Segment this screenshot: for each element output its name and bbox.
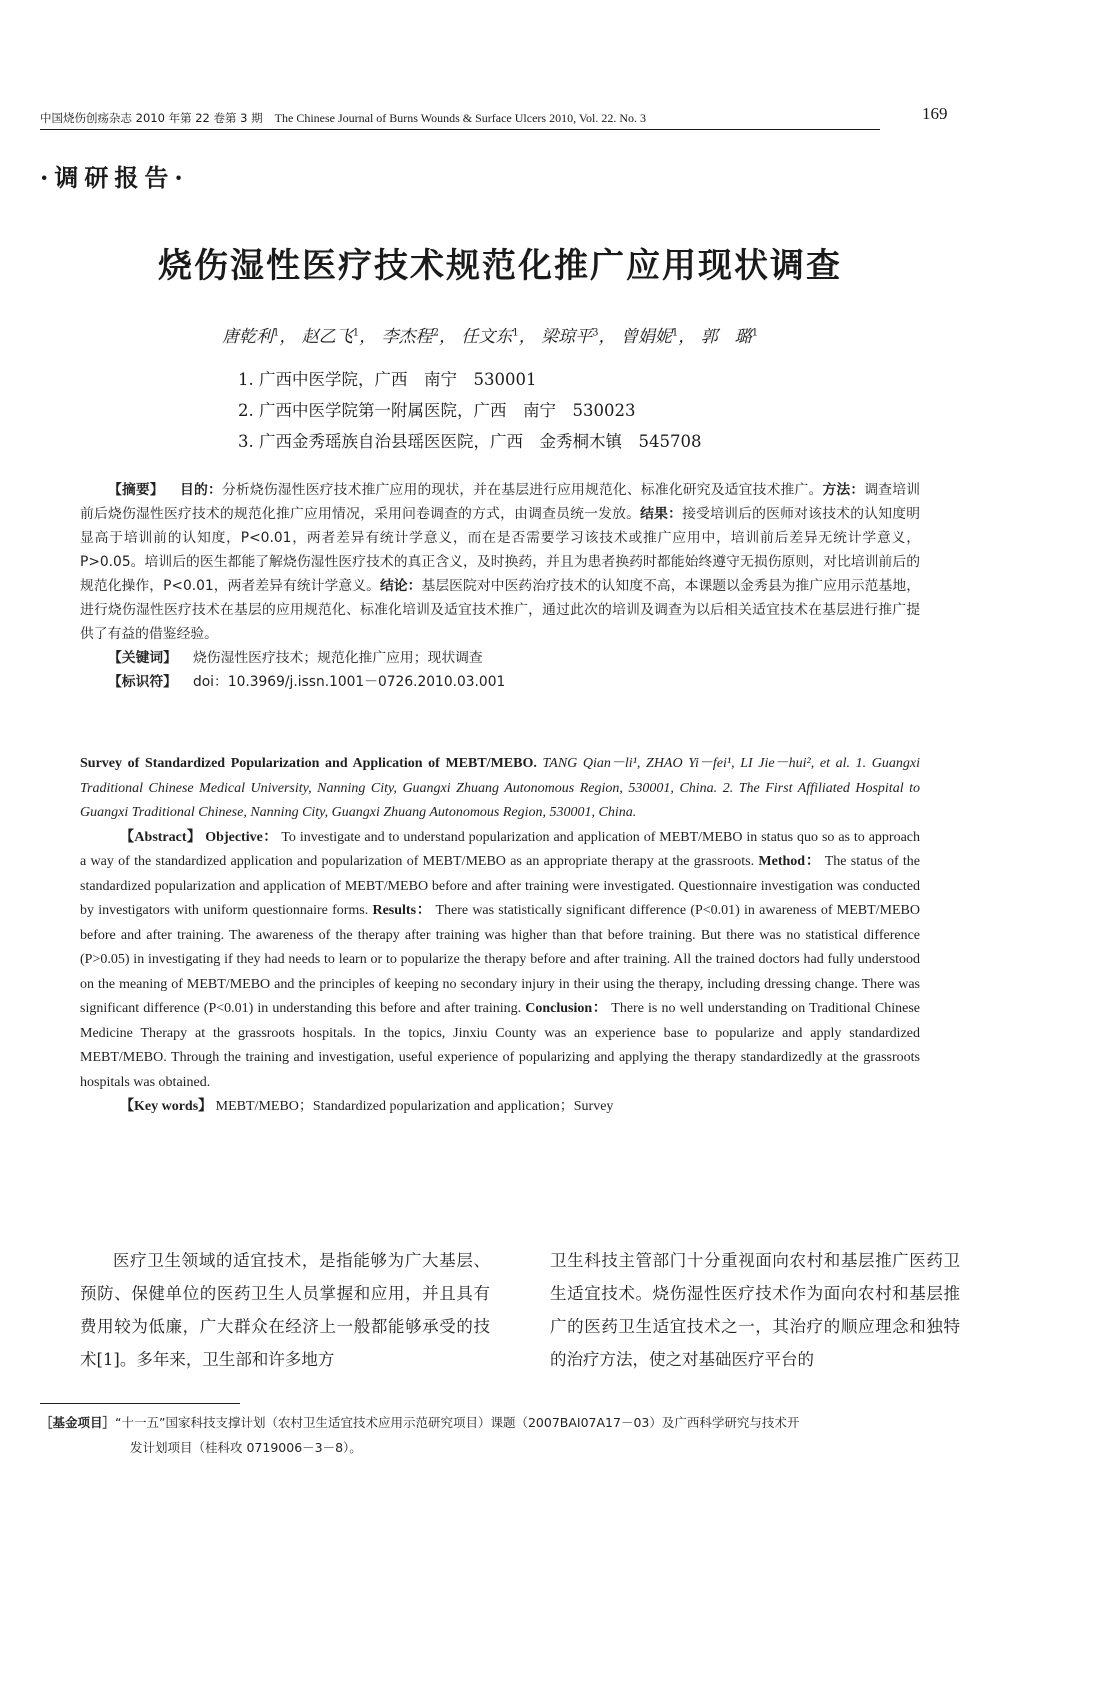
body-column-left xyxy=(80,1244,490,1376)
author-affil-mark: 1 xyxy=(512,327,519,339)
author-affil-mark: 1 xyxy=(352,327,360,339)
running-header xyxy=(40,110,880,130)
cn-conclusion-label: 结论： xyxy=(379,578,422,594)
body-paragraph: 卫生科技主管部门十分重视面向农村和基层推广医药卫生适宜技术。烧伤湿性医疗技术作为面向农村和基层推广的医药卫生适宜技术之一，其治疗的顺应理念和独特的治疗方法，使之对基础医疗平台的 xyxy=(550,1251,960,1369)
author-name: 梁琼平 xyxy=(541,327,593,347)
en-abstract-body xyxy=(80,826,920,1096)
en-keywords-row xyxy=(80,1095,920,1120)
paper-title: 烧伤湿性医疗技术规范化推广应用现状调查 xyxy=(158,246,842,286)
en-authors: TANG Qian－li¹, ZHAO Yi－fei¹, LI Jie－hui², et al. xyxy=(542,756,850,771)
affiliation: 2. 广西中医学院第一附属医院，广西 南宁 530023 xyxy=(238,401,636,420)
cn-identifier-row xyxy=(80,670,920,694)
author-affil-mark: 1 xyxy=(671,327,679,339)
running-header-en: The Chinese Journal of Burns Wounds & Surface Ulcers 2010, Vol. 22. No. 3 xyxy=(274,111,646,125)
cn-keywords-row xyxy=(80,646,920,670)
en-abstract-label: 【Abstract】 xyxy=(120,829,202,845)
en-conclusion-text: There is no well understanding on Traditional Chinese Medicine Therapy at the grassroots hospitals. In the topics, Jinxiu County was an experience base to popularize and apply standardized MEBT/MEBO. Through the training and investigation, useful experience of popularizing and applying the therapy standardizedly at the grassroots hospitals was obtained. xyxy=(80,1001,920,1090)
en-method-label: Method： xyxy=(758,854,821,869)
author-name: 任文东 xyxy=(461,327,513,347)
author-affil-mark: 3 xyxy=(592,327,599,339)
author-name: 李杰程 xyxy=(381,327,433,347)
cn-abstract-body xyxy=(80,478,920,646)
en-method-text: The status of the standardized popularization and application of MEBT/MEBO before and after training were investigated. Questionnaire investigation was conducted by investigators with uniform questionnaire forms. xyxy=(80,854,921,918)
section-label: ·调研报告· xyxy=(40,163,189,192)
footnote-line xyxy=(40,1410,970,1435)
footnote-text: “十一五”国家科技支撑计划（农村卫生适宜技术应用示范研究项目）课题（2007BAI07A17－03）及广西科学研究与技术开 xyxy=(115,1415,800,1430)
cn-result-text: 接受培训后的医师对该技术的认知度明显高于培训前的认知度，P<0.01，两者差异有统计学意义，而在是否需要学习该技术或推广应用中，培训前后差异无统计学意义，P>0.05。培训后的医生都能了解烧伤湿性医疗技术的真正含义，及时换药，并且为患者换药时都能始终遵守无损伤原则，对比培训前后的规范化操作，P<0.01，两者差异有统计学意义。 xyxy=(80,506,921,594)
body-paragraph: 医疗卫生领域的适宜技术，是指能够为广大基层、预防、保健单位的医药卫生人员掌握和应用，并且具有费用较为低廉，广大群众在经济上一般都能够承受的技术[1]。多年来，卫生部和许多地方 xyxy=(80,1251,490,1369)
page-number: 169 xyxy=(922,104,948,123)
funding-footnote xyxy=(40,1410,970,1460)
english-abstract xyxy=(80,752,920,1120)
cn-keywords-text: 烧伤湿性医疗技术；规范化推广应用；现状调查 xyxy=(192,650,483,666)
author-name: 唐乾利 xyxy=(222,327,273,347)
author-name: 赵乙飞 xyxy=(301,327,353,347)
author-name: 郭 璐 xyxy=(700,327,752,347)
footnote-label: ［基金项目］ xyxy=(40,1415,116,1430)
cn-method-text: 调查培训前后烧伤湿性医疗技术的规范化推广应用情况，采用问卷调查的方式，由调查员统一发放。 xyxy=(80,482,921,522)
affiliation: 1. 广西中医学院，广西 南宁 530001 xyxy=(238,370,537,389)
footnote-line: 发计划项目（桂科攻 0719006－3－8）。 xyxy=(130,1440,362,1455)
en-title: Survey of Standardized Popularization and Application of MEBT/MEBO. xyxy=(80,756,537,771)
en-header xyxy=(80,752,920,826)
cn-identifier-label: 【标识符】 xyxy=(108,674,177,690)
cn-identifier-text: doi：10.3969/j.issn.1001－0726.2010.03.001 xyxy=(192,674,506,690)
cn-method-label: 方法： xyxy=(822,482,865,498)
en-conclusion-label: Conclusion： xyxy=(525,1001,608,1016)
en-affiliations: 1. Guangxi Traditional Chinese Medical University, Nanning City, Guangxi Zhuang Autonomous Region, 530001, China. 2. The First Affiliated Hospital to Guangxi Traditional Chinese, Nanning City, Guangxi Zhuang Autonomous Region, 530001, China. xyxy=(80,756,921,820)
affiliation-list xyxy=(238,364,701,457)
body-text xyxy=(80,1244,960,1376)
en-keywords-label: 【Key words】 xyxy=(120,1099,213,1114)
en-results-text: There was statistically significant difference (P<0.01) in awareness of MEBT/MEBO before and after training. The awareness of the therapy after training was higher than that before training. But there was no statistical difference (P>0.05) in investigating if they had needs to learn or to popularize the therapy before and after training. All the trained doctors had fully understood on the meaning of MEBT/MEBO and the principles of keeping no secondary injury in their using the therapy, including dressing change. There was significant difference (P<0.01) in understanding this before and after training. xyxy=(80,903,921,1016)
cn-objective-text: 分析烧伤湿性医疗技术推广应用的现状，并在基层进行应用规范化、标准化研究及适宜技术推广。 xyxy=(221,482,823,498)
chinese-abstract xyxy=(80,478,920,694)
cn-conclusion-text: 基层医院对中医药治疗技术的认知度不高，本课题以金秀县为推广应用示范基地，进行烧伤湿性医疗技术在基层的应用规范化、标准化培训及适宜技术推广，通过此次的培训及调查为以后相关适宜技术在基层进行推广提供了有益的借鉴经验。 xyxy=(80,578,920,642)
cn-result-label: 结果： xyxy=(640,506,683,522)
footnote-divider xyxy=(40,1403,240,1404)
author-affil-mark: 1 xyxy=(273,327,280,339)
en-keywords-text: MEBT/MEBO；Standardized popularization and application；Survey xyxy=(215,1099,614,1114)
author-affil-mark: 2 xyxy=(432,327,439,339)
cn-abstract-label: 【摘要】 xyxy=(108,482,164,498)
body-column-right xyxy=(550,1244,960,1376)
cn-keywords-label: 【关键词】 xyxy=(108,650,177,666)
en-objective-label: Objective： xyxy=(205,829,278,845)
en-results-label: Results： xyxy=(372,903,432,918)
running-header-cn: 中国烧伤创疡杂志 2010 年第 22 卷第 3 期 xyxy=(40,111,263,125)
author-list: 唐乾利$^1$， 赵乙飞$^1$， 李杰程$^2$， 任文东$^1$， 梁琼平$^3$， 曾娟妮$^1$， 郭 璐$^1$ xyxy=(222,327,759,347)
cn-objective-label: 目的： xyxy=(179,482,222,498)
en-objective-text: To investigate and to understand popularization and application of MEBT/MEBO in status quo so as to approach a way of the standardized application and popularization of MEBT/MEBO as an appropriate therapy at the grassroots. xyxy=(80,829,921,869)
author-affil-mark: 1 xyxy=(751,327,759,339)
author-name: 曾娟妮 xyxy=(620,327,672,347)
affiliation: 3. 广西金秀瑶族自治县瑶医医院，广西 金秀桐木镇 545708 xyxy=(238,432,702,451)
